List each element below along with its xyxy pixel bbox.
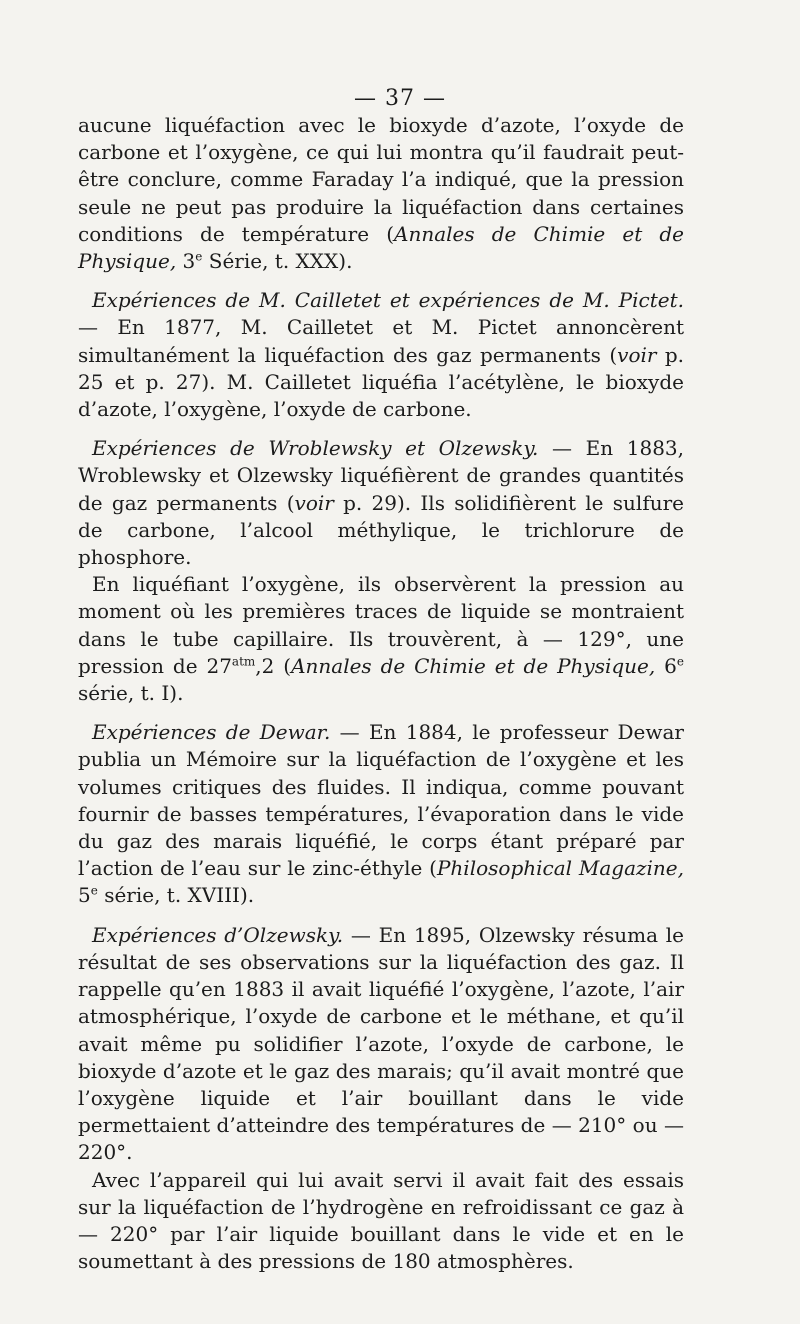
paragraph-text: — En 1883, Wroblewsky et Olzewsky liquéfièrent de grandes quantités de gaz permanents ( (78, 436, 685, 515)
paragraph-text: p. 25 et p. 27). M. Cailletet liquéfia l’acétylène, le bioxyde d’azote, l’oxygène, l’oxyde de carbone. (78, 342, 684, 422)
paragraph-text: — En 1877, M. Cailletet et M. Pictet annoncèrent simultanément la liquéfaction des gaz permanents ( (78, 315, 684, 367)
paragraph-text: ,2 ( (255, 653, 292, 678)
paragraph-cailletet-pictet (78, 287, 684, 423)
atm-superscript: atm (231, 654, 256, 669)
reference-end: série, t. I). (78, 681, 184, 706)
series-number: 3 (182, 249, 196, 274)
series-number: 5 (78, 883, 91, 908)
paragraph-text: aucune liquéfaction avec le bioxyde d’azote, l’oxyde de carbone et l’oxygène, ce qui lui montra qu’il faudrait peut-être conclure, comme Faraday l’a indiqué, que la pression seule ne peut pas produire la liquéfaction dans certaines conditions de température ( (78, 113, 684, 246)
paragraph-text: En liquéfiant l’oxygène, ils observèrent la pression au moment où les premières traces de liquide se montraient dans le tube capillaire. Ils trouvèrent, à — 129°, une pression de 27 (78, 572, 684, 678)
section-heading: Expériences d’Olzewsky. (92, 922, 344, 947)
paragraph-text: Avec l’appareil qui lui avait servi il avait fait des essais sur la liquéfaction de l’hydrogène en refroidissant ce gaz à — 220° par l’air liquide bouillant dans le vide et en le soumettant à des pressions de 180 atmosphères. (78, 1167, 684, 1274)
series-superscript: e (90, 883, 98, 898)
section-heading: Expériences de Wroblewsky et Olzewsky. (92, 436, 539, 461)
series-number: 6 (664, 653, 677, 678)
series-superscript: e (676, 654, 684, 669)
body-text (78, 112, 684, 1275)
reference-end: série, t. XVIII). (97, 883, 255, 908)
journal-reference: Philosophical Magazine, (436, 856, 684, 881)
section-heading: Expériences de Dewar. (92, 720, 331, 745)
paragraph-oxygen-pressure (78, 571, 684, 707)
section-heading: Expériences de M. Cailletet et expériences de M. Pictet. (92, 288, 684, 313)
journal-reference: Annales de Chimie et de Physique, (291, 653, 656, 678)
paragraph-hydrogen (78, 1167, 684, 1276)
paragraph-dewar (78, 719, 684, 909)
paragraph-text: p. 29). Ils solidifièrent le sulfure de carbone, l’alcool méthylique, le trichlorure de phosphore. (78, 490, 685, 570)
paragraph-olzewsky (78, 922, 684, 1167)
paragraph-wroblewsky-olzewsky (78, 435, 684, 571)
reference-end: Série, t. XXX). (202, 249, 353, 274)
voir-word: voir (617, 342, 657, 367)
paragraph-text: — En 1895, Olzewsky résuma le résultat de ses observations sur la liquéfaction des gaz. Il rappelle qu’en 1883 il avait liquéfié l’oxygène, l’azote, l’air atmosphérique, l’oxyde de carbone et le méthane, et qu’il avait même pu solidifier l’azote, l’oxyde de carbone, le bioxyde d’azote et le gaz des marais; qu’il avait montré que l’oxygène liquide et l’air bouillant dans le vide permettaient d’atteindre des températures de — 210° ou — 220°. (78, 922, 684, 1165)
paragraph-text: — En 1884, le professeur Dewar publia un Mémoire sur la liquéfaction de l’oxygène et les volumes critiques des fluides. Il indiqua, comme pouvant fournir de basses températures, l’évaporation dans le vide du gaz des marais liquéfié, le corps étant préparé par l’action de l’eau sur le zinc-éthyle ( (78, 720, 684, 881)
journal-reference: Annales de Chimie et de Physique, (78, 221, 685, 274)
page-number: — 37 — (354, 86, 446, 111)
series-superscript: e (195, 249, 203, 264)
paragraph-continuation (78, 112, 684, 275)
voir-word: voir (294, 490, 334, 515)
